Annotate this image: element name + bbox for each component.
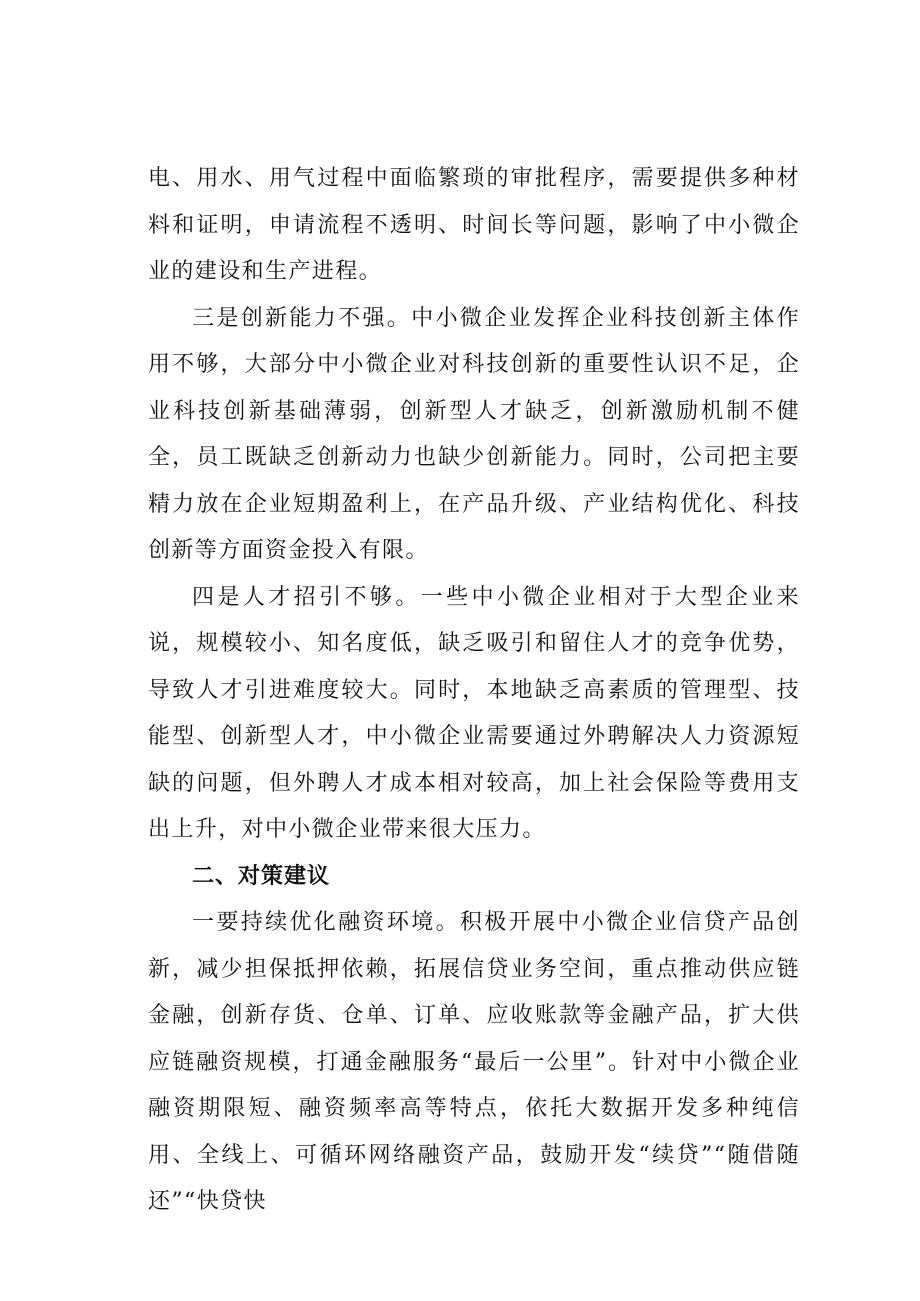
paragraph-financing-environment: 一要持续优化融资环境。积极开展中小微企业信贷产品创新，减少担保抵押依赖，拓展信贷业务空间，重点推动供应链金融，创新存货、仓单、订单、应收账款等金融产品，扩大供应链融资规模，打通金融服务“最后一公里”。针对中小微企业融资期限短、融资频率高等特点，依托大数据开发多种纯信用、全线上、可循环网络融资产品，鼓励开发“续贷”“随借随还”“快贷快 xyxy=(148,910,800,1214)
document-body xyxy=(148,156,800,1226)
section-heading-countermeasures: 二、对策建议 xyxy=(192,863,331,889)
paragraph-innovation-capability: 三是创新能力不强。中小微企业发挥企业科技创新主体作用不够，大部分中小微企业对科技创新的重要性认识不足，企业科技创新基础薄弱，创新型人才缺乏，创新激励机制不健全，员工既缺乏创新动力也缺少创新能力。同时，公司把主要精力放在企业短期盈利上，在产品升级、产业结构优化、科技创新等方面资金投入有限。 xyxy=(148,305,800,563)
paragraph-talent-recruitment: 四是人才招引不够。一些中小微企业相对于大型企业来说，规模较小、知名度低，缺乏吸引和留住人才的竞争优势，导致人才引进难度较大。同时，本地缺乏高素质的管理型、技能型、创新型人才，中小微企业需要通过外聘解决人力资源短缺的问题，但外聘人才成本相对较高，加上社会保险等费用支出上升，对中小微企业带来很大压力。 xyxy=(148,584,800,842)
paragraph-continuation: 电、用水、用气过程中面临繁琐的审批程序，需要提供多种材料和证明，申请流程不透明、时间长等问题，影响了中小微企业的建设和生产进程。 xyxy=(148,166,800,284)
